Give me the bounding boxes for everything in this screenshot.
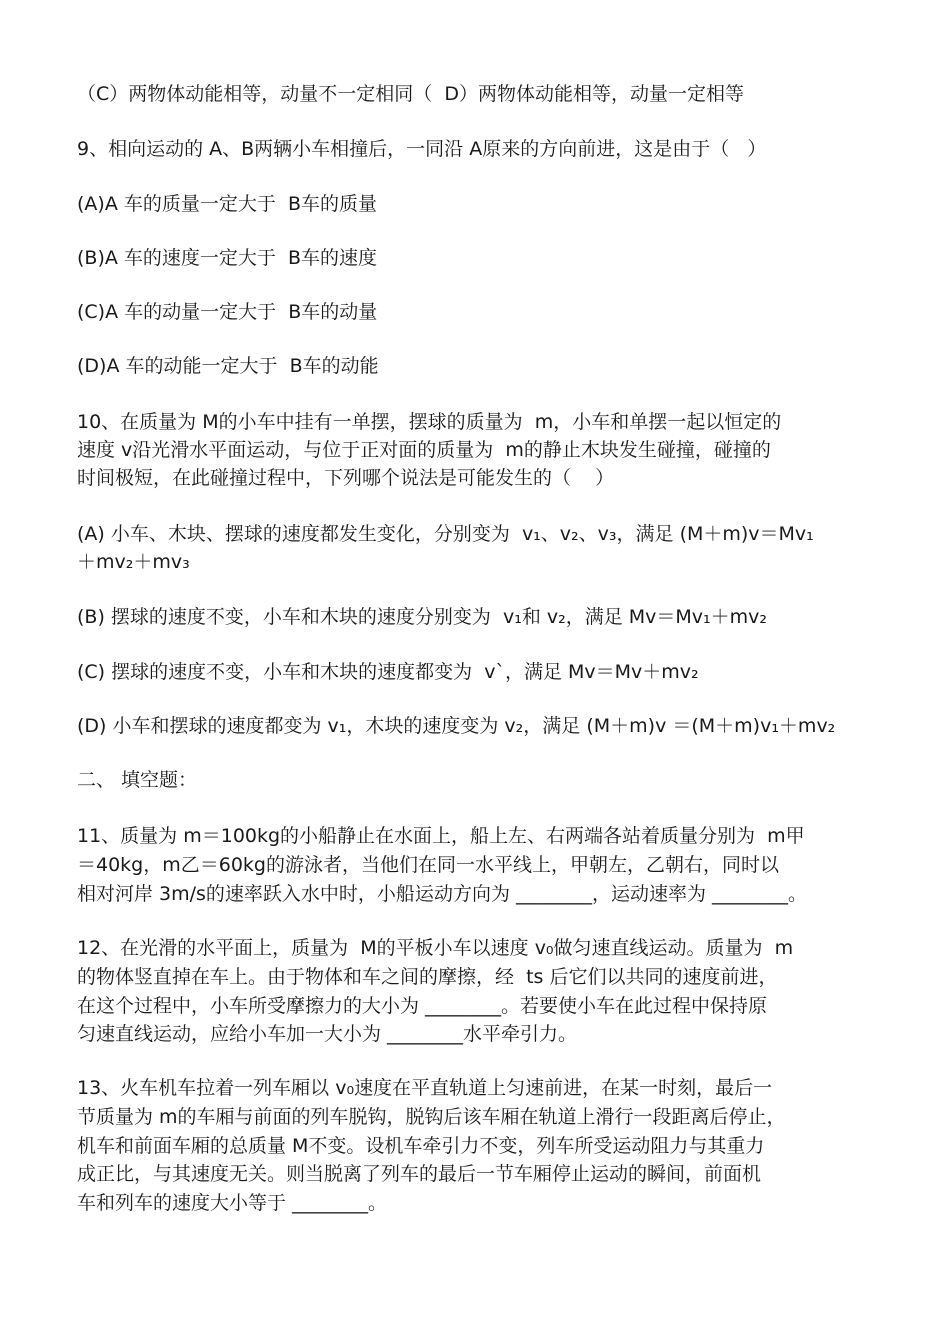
q10-option-a-line-2: ＋mv₂＋mv₃ — [77, 551, 190, 573]
q12-line-2: 的物体竖直掉在车上。由于物体和车之间的摩擦，经 ts 后它们以共同的速度前进， — [77, 966, 778, 988]
q11-line-1: 11、质量为 m＝100kg的小船静止在水面上，船上左、右两端各站着质量分别为 m甲 — [77, 825, 805, 847]
q9-option-a: (A)A 车的质量一定大于 B车的质量 — [77, 193, 377, 215]
q10-option-c: (C) 摆球的速度不变，小车和木块的速度都变为 v`，满足 Mv＝Mv＋mv₂ — [77, 661, 699, 683]
q9-option-b: (B)A 车的速度一定大于 B车的速度 — [77, 247, 378, 269]
q9-option-c: (C)A 车的动量一定大于 B车的动量 — [77, 301, 378, 323]
q11-line-2: ＝40kg，m乙＝60kg的游泳者，当他们在同一水平线上，甲朝左，乙朝右，同时以 — [77, 854, 779, 876]
q11-line-3: 相对河岸 3m/s的速率跃入水中时，小船运动方向为 ________，运动速率为 ________。 — [77, 883, 808, 905]
q12-line-1: 12、在光滑的水平面上，质量为 M的平板小车以速度 v₀做匀速直线运动。质量为 m — [77, 937, 794, 959]
section-heading-fill-in: 二、 填空题： — [77, 769, 198, 791]
q9-stem: 9、相向运动的 A、B两辆小车相撞后，一同沿 A原来的方向前进，这是由于（ ） — [77, 138, 767, 160]
q12-line-3: 在这个过程中，小车所受摩擦力的大小为 ________。若要使小车在此过程中保持原 — [77, 995, 768, 1017]
q10-option-d: (D) 小车和摆球的速度都变为 v₁，木块的速度变为 v₂，满足 (M＋m)v ＝(M＋m)v₁＋mv₂ — [77, 715, 836, 737]
q10-stem-line-1: 10、在质量为 M的小车中挂有一单摆，摆球的质量为 m，小车和单摆一起以恒定的 — [77, 411, 782, 433]
q10-option-b: (B) 摆球的速度不变，小车和木块的速度分别变为 v₁和 v₂，满足 Mv＝Mv₁＋mv₂ — [77, 606, 768, 628]
q13-line-1: 13、火车机车拉着一列车厢以 v₀速度在平直轨道上匀速前进，在某一时刻，最后一 — [77, 1077, 773, 1099]
q10-stem-line-2: 速度 v沿光滑水平面运动，与位于正对面的质量为 m的静止木块发生碰撞，碰撞的 — [77, 439, 771, 461]
q13-line-3: 机车和前面车厢的总质量 M不变。设机车牵引力不变，列车所受运动阻力与其重力 — [77, 1135, 765, 1157]
q13-line-4: 成正比，与其速度无关。则当脱离了列车的最后一节车厢停止运动的瞬间，前面机 — [77, 1163, 762, 1185]
q13-line-2: 节质量为 m的车厢与前面的列车脱钩，脱钩后该车厢在轨道上滑行一段距离后停止， — [77, 1106, 786, 1128]
q13-line-5: 车和列车的速度大小等于 ________。 — [77, 1192, 388, 1214]
q8-options-cd: （C）两物体动能相等，动量不一定相同（ D）两物体动能相等，动量一定相等 — [77, 83, 744, 105]
q9-option-d: (D)A 车的动能一定大于 B车的动能 — [77, 355, 379, 377]
q10-option-a-line-1: (A) 小车、木块、摆球的速度都发生变化，分别变为 v₁、v₂、v₃，满足 (M＋m)v＝Mv₁ — [77, 523, 814, 545]
q10-stem-line-3: 时间极短，在此碰撞过程中，下列哪个说法是可能发生的（ ） — [77, 467, 615, 489]
q12-line-4: 匀速直线运动，应给小车加一大小为 ________水平牵引力。 — [77, 1023, 578, 1045]
